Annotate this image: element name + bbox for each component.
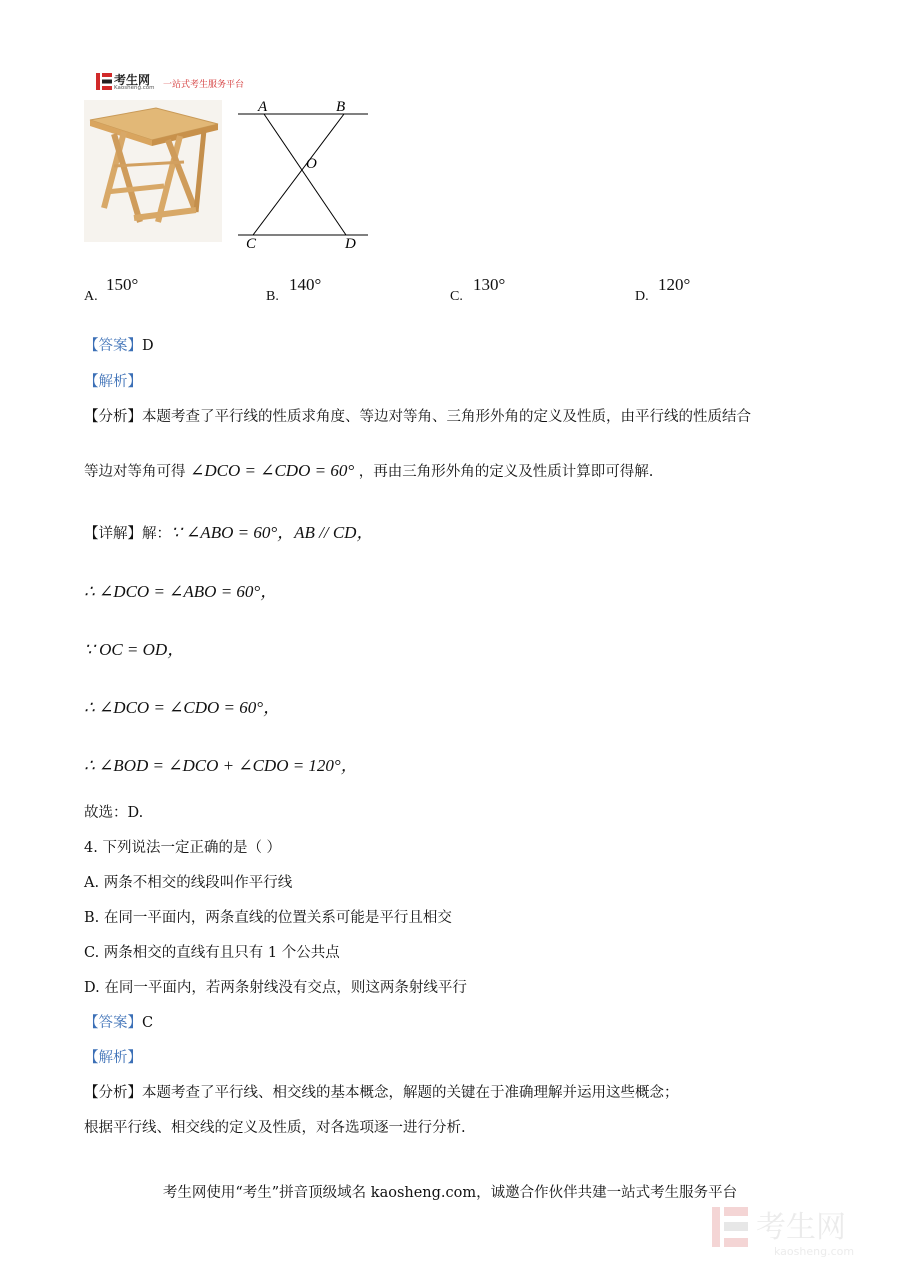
- segment-ad: [264, 114, 346, 235]
- q4-fenxi-tag: 【分析】: [84, 1085, 142, 1101]
- logo-slogan: 一站式考生服务平台: [163, 80, 245, 90]
- q3-fenxi-text1: 本题考查了平行线的性质求角度、等边对等角、三角形外角的定义及性质，由平行线的性质结合: [142, 409, 751, 425]
- q4-option-a: A. 两条不相交的线段叫作平行线: [84, 875, 293, 891]
- q4-fenxi-line2: 根据平行线、相交线的定义及性质，对各选项逐一进行分析.: [84, 1120, 466, 1136]
- q3-analysis-tag: 【解析】: [84, 374, 142, 390]
- label-d: D: [345, 236, 356, 252]
- q3-answer-line: [84, 334, 154, 355]
- q3-detail-line: [84, 518, 373, 543]
- q3-step5: ∴ ∠BOD = ∠DCO + ∠CDO = 120°，: [84, 756, 358, 775]
- label-o: O: [306, 156, 317, 172]
- q4-analysis-tag: 【解析】: [84, 1050, 142, 1066]
- option-d-letter: D.: [635, 289, 649, 304]
- geometry-diagram: [238, 96, 378, 252]
- watermark-domain: kaosheng.com: [774, 1245, 855, 1258]
- option-c-value: 130°: [473, 275, 506, 294]
- q4-option-c: C. 两条相交的直线有且只有 1 个公共点: [84, 945, 340, 961]
- watermark-brand: 考生网: [756, 1210, 846, 1245]
- q4-stem: 4. 下列说法一定正确的是（ ）: [84, 840, 282, 856]
- q3-detail-tag: 【详解】: [84, 526, 142, 542]
- logo-domain: Kaosheng.com: [114, 85, 155, 91]
- option-a-letter: A.: [84, 289, 98, 304]
- q3-answer: D: [142, 338, 154, 354]
- q3-step2: ∴ ∠DCO = ∠ABO = 60°，: [84, 582, 278, 601]
- q4-fenxi-text1: 本题考查了平行线、相交线的基本概念，解题的关键在于准确理解并运用这些概念；: [142, 1085, 679, 1101]
- q4-answer: C: [142, 1015, 154, 1031]
- q3-fenxi-line1: [84, 405, 751, 426]
- q3-answer-tag: 【答案】: [84, 338, 142, 354]
- folding-table-image: [84, 100, 222, 242]
- q4-answer-line: [84, 1011, 153, 1032]
- q4-answer-tag: 【答案】: [84, 1015, 142, 1031]
- option-c-letter: C.: [450, 289, 463, 304]
- q4-option-b: B. 在同一平面内，两条直线的位置关系可能是平行且相交: [84, 910, 452, 926]
- q3-detail-pre: 解：: [142, 526, 171, 542]
- q3-step1: ∵ ∠ABO = 60°，AB // CD，: [171, 523, 374, 542]
- option-b-letter: B.: [266, 289, 279, 304]
- q3-fenxi-tag: 【分析】: [84, 409, 142, 425]
- kaosheng-watermark-logo: [712, 1203, 882, 1259]
- label-c: C: [246, 236, 257, 252]
- label-a: A: [258, 99, 268, 115]
- segment-bc: [253, 114, 344, 235]
- logo-brand: 考生网: [114, 73, 151, 87]
- option-b-value: 140°: [289, 275, 322, 294]
- q4-option-d: D. 在同一平面内，若两条射线没有交点，则这两条射线平行: [84, 980, 467, 996]
- q4-fenxi-line1: [84, 1081, 679, 1102]
- q3-step3: ∵ OC = OD，: [84, 640, 185, 659]
- q3-step4: ∴ ∠DCO = ∠CDO = 60°，: [84, 698, 281, 717]
- kaosheng-logo-icon: [96, 73, 112, 90]
- footer-text: 考生网使用“考生”拼音顶级域名 kaosheng.com，诚邀合作伙伴共建一站式考生服务平台: [162, 1185, 738, 1201]
- q3-fenxi-line2: [84, 460, 653, 481]
- q3-choose: 故选：D.: [84, 805, 144, 821]
- q3-fenxi-math: ∠DCO = ∠CDO = 60°: [190, 461, 355, 480]
- q3-fenxi-post: ，再由三角形外角的定义及性质计算即可得解.: [358, 464, 654, 480]
- option-d-value: 120°: [658, 275, 691, 294]
- q3-fenxi-pre: 等边对等角可得: [84, 464, 186, 480]
- label-b: B: [336, 99, 346, 115]
- option-a-value: 150°: [106, 275, 139, 294]
